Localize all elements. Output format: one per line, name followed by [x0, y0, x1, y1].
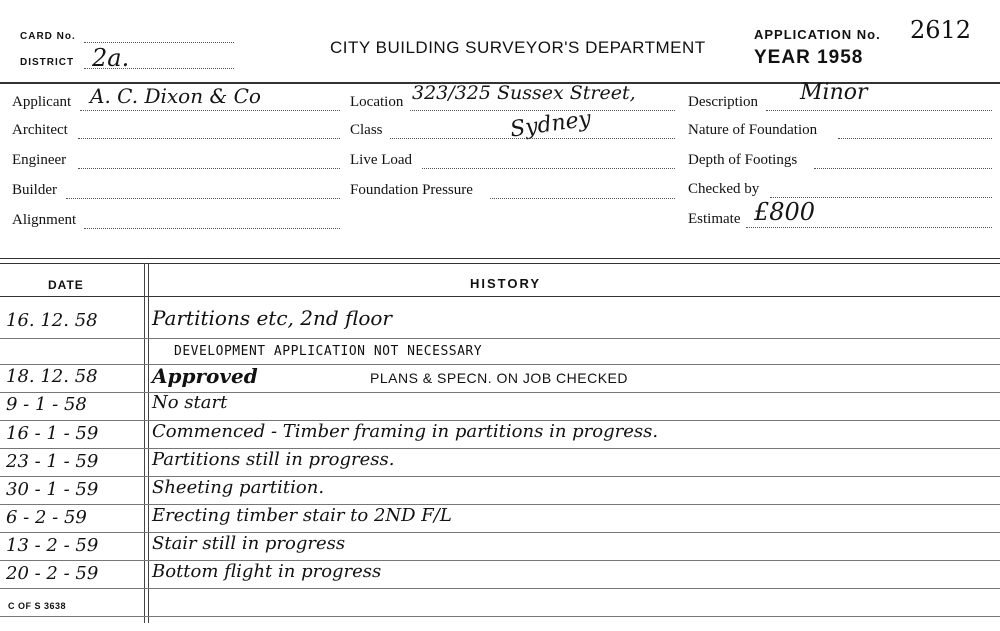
- ruled-line: [0, 364, 1000, 365]
- foundation-pressure-line: [490, 198, 675, 199]
- description-line: [766, 110, 992, 111]
- live-load-label: Live Load: [350, 152, 413, 168]
- ruled-line: [0, 392, 1000, 393]
- applicant-value: A. C. Dixon & Co: [90, 84, 261, 108]
- history-date: 20 - 2 - 59: [6, 563, 99, 584]
- history-entry: Erecting timber stair to 2ND F/L: [152, 505, 452, 526]
- nature-of-foundation-line: [838, 138, 992, 139]
- history-date: 23 - 1 - 59: [6, 451, 99, 472]
- application-no-value: 2612: [910, 16, 972, 44]
- history-entry: Approved: [152, 364, 258, 388]
- history-header-rule: [0, 296, 1000, 297]
- history-date: 13 - 2 - 59: [6, 535, 99, 556]
- history-entry: Bottom flight in progress: [152, 561, 382, 582]
- department-title: CITY BUILDING SURVEYOR'S DEPARTMENT: [330, 38, 706, 57]
- location-value: 323/325 Sussex Street,: [412, 82, 636, 104]
- location-line: [410, 110, 675, 111]
- date-column-divider-2: [148, 263, 149, 623]
- estimate-value: £800: [754, 198, 816, 226]
- history-entry: No start: [152, 392, 228, 413]
- location-label: Location: [350, 94, 404, 110]
- date-column-divider: [144, 263, 145, 623]
- location-value-city: Sydney: [508, 106, 593, 143]
- history-top-rule-2: [0, 263, 1000, 264]
- ruled-line: [0, 560, 1000, 561]
- architect-line: [78, 138, 340, 139]
- nature-of-foundation-label: Nature of Foundation: [688, 122, 818, 138]
- history-date: 16 - 1 - 59: [6, 423, 99, 444]
- builder-label: Builder: [12, 182, 57, 198]
- history-entry: Sheeting partition.: [152, 477, 325, 498]
- ruled-line: [0, 504, 1000, 505]
- engineer-label: Engineer: [12, 152, 67, 168]
- form-code: C OF S 3638: [8, 601, 67, 611]
- ruled-line: [0, 532, 1000, 533]
- depth-of-footings-label: Depth of Footings: [688, 152, 798, 168]
- estimate-label: Estimate: [688, 211, 741, 227]
- class-line: [390, 138, 675, 139]
- history-entry: Stair still in progress: [152, 533, 346, 554]
- architect-label: Architect: [12, 122, 68, 138]
- alignment-label: Alignment: [12, 212, 77, 228]
- applicant-label: Applicant: [12, 94, 72, 110]
- history-date: 30 - 1 - 59: [6, 479, 99, 500]
- history-entry: Partitions etc, 2nd floor: [152, 306, 392, 330]
- description-value: Minor: [800, 80, 868, 105]
- date-column-header: DATE: [48, 278, 84, 292]
- history-stamp-da: DEVELOPMENT APPLICATION NOT NECESSARY: [174, 344, 483, 359]
- ruled-line: [0, 448, 1000, 449]
- foundation-pressure-label: Foundation Pressure: [350, 182, 473, 198]
- history-date: 9 - 1 - 58: [6, 394, 87, 415]
- history-top-rule-1: [0, 258, 1000, 259]
- history-date: 18. 12. 58: [6, 366, 98, 387]
- live-load-line: [422, 168, 675, 169]
- alignment-line: [84, 228, 340, 229]
- class-label: Class: [350, 122, 383, 138]
- checked-by-label: Checked by: [688, 181, 760, 197]
- district-value: 2a.: [92, 44, 130, 72]
- engineer-line: [78, 168, 340, 169]
- depth-of-footings-line: [814, 168, 992, 169]
- history-entry: Partitions still in progress.: [152, 449, 395, 470]
- ruled-line: [0, 476, 1000, 477]
- history-date: 16. 12. 58: [6, 310, 98, 331]
- history-column-header: HISTORY: [470, 276, 542, 291]
- ruled-line: [0, 616, 1000, 617]
- ruled-line: [0, 338, 1000, 339]
- builder-line: [66, 198, 340, 199]
- card-no-line: [84, 42, 234, 43]
- district-label: DISTRICT: [20, 57, 75, 68]
- card-no-label: CARD No.: [20, 31, 76, 42]
- ruled-line: [0, 588, 1000, 589]
- application-no-label: APPLICATION No.: [754, 27, 881, 42]
- history-date: 6 - 2 - 59: [6, 507, 87, 528]
- estimate-line: [746, 227, 992, 228]
- history-stamp-plans: PLANS & SPECN. ON JOB CHECKED: [370, 370, 629, 386]
- year-label: YEAR 1958: [754, 47, 864, 68]
- description-label: Description: [688, 94, 758, 110]
- history-entry: Commenced - Timber framing in partitions in progress.: [152, 421, 659, 442]
- applicant-line: [80, 110, 340, 111]
